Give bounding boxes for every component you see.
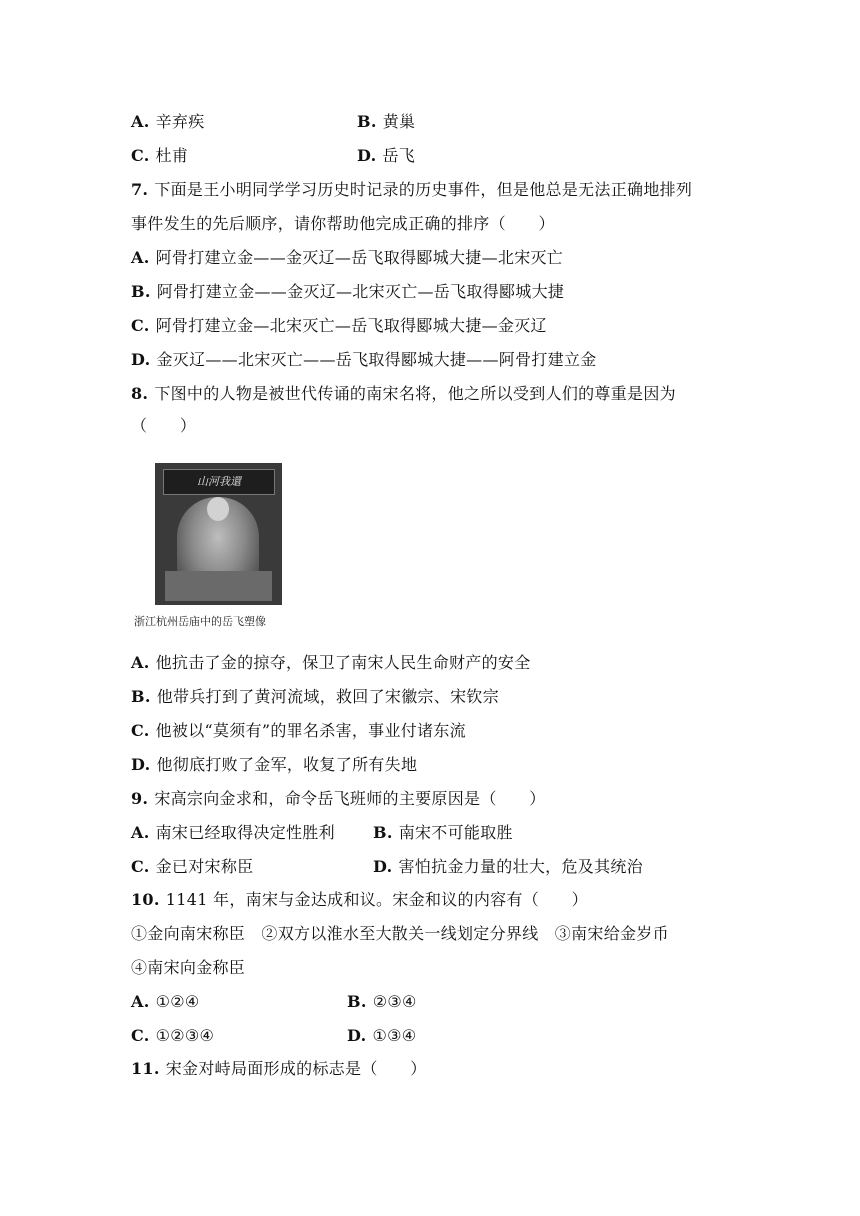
q9-option-c-text: 金已对宋称臣 xyxy=(155,857,254,876)
q9-option-c-label: C. xyxy=(131,857,150,876)
q7-option-b-label: B. xyxy=(131,282,151,301)
q10-option-c-text: ①②③④ xyxy=(155,1026,215,1045)
q10-option-b-text: ②③④ xyxy=(372,992,417,1011)
q7-option-d xyxy=(131,350,597,370)
q7-stem-line-2: 事件发生的先后顺序，请你帮助他完成正确的排序（ ） xyxy=(131,214,555,233)
q7-option-d-text: 金灭辽——北宋灭亡——岳飞取得郾城大捷——阿骨打建立金 xyxy=(156,350,597,369)
q8-option-b xyxy=(131,687,499,707)
q6-option-row-1 xyxy=(131,112,416,132)
q8-stem-line-1 xyxy=(131,384,676,404)
q8-option-d-label: D. xyxy=(131,755,151,774)
q6-option-c-text: 杜甫 xyxy=(155,146,189,165)
q7-number: 7. xyxy=(131,180,149,199)
q6-option-d-label: D. xyxy=(357,146,377,165)
q9-stem-text: 宋高宗向金求和，命令岳飞班师的主要原因是（ ） xyxy=(154,789,546,808)
q10-option-row-2 xyxy=(131,1026,417,1046)
q10-option-b-label: B. xyxy=(347,992,367,1011)
q10-option-d-text: ①③④ xyxy=(372,1026,417,1045)
q6-option-c-label: C. xyxy=(131,146,150,165)
q10-items-line-2: ④南宋向金称臣 xyxy=(131,958,246,977)
q7-option-d-label: D. xyxy=(131,350,151,369)
q11-stem xyxy=(131,1059,427,1079)
q8-number: 8. xyxy=(131,384,149,403)
q8-option-c-label: C. xyxy=(131,721,150,740)
q8-stem-line-2: （ ） xyxy=(131,416,197,435)
q9-option-a-text: 南宋已经取得决定性胜利 xyxy=(155,823,335,842)
yue-fei-statue-photo xyxy=(155,463,282,605)
q10-option-row-1 xyxy=(131,992,417,1012)
q11-stem-text: 宋金对峙局面形成的标志是（ ） xyxy=(165,1059,427,1078)
plaque-banner: 山河我還 xyxy=(163,469,275,495)
q7-option-a-text: 阿骨打建立金——金灭辽—岳飞取得郾城大捷—北宋灭亡 xyxy=(155,248,564,267)
q10-stem-text: 1141 年，南宋与金达成和议。宋金和议的内容有（ ） xyxy=(165,890,588,909)
q9-option-d-text: 害怕抗金力量的壮大，危及其统治 xyxy=(398,857,643,876)
q9-stem xyxy=(131,789,546,809)
q8-option-a-label: A. xyxy=(131,653,150,672)
q9-option-row-2 xyxy=(131,857,643,877)
q10-stem xyxy=(131,890,588,910)
q9-option-row-1 xyxy=(131,823,513,843)
q11-number: 11. xyxy=(131,1059,160,1078)
q9-option-d-label: D. xyxy=(373,857,393,876)
q9-option-b-label: B. xyxy=(373,823,393,842)
figure-caption: 浙江杭州岳庙中的岳飞塑像 xyxy=(134,615,266,628)
q9-option-a-label: A. xyxy=(131,823,150,842)
q9-option-d xyxy=(373,857,643,877)
q7-option-c-label: C. xyxy=(131,316,150,335)
q10-option-d-label: D. xyxy=(347,1026,367,1045)
q7-option-c xyxy=(131,316,547,336)
q9-option-b xyxy=(373,823,513,843)
q10-option-a-text: ①②④ xyxy=(155,992,200,1011)
q7-stem-line-1 xyxy=(131,180,692,200)
q6-option-b-label: B. xyxy=(357,112,377,131)
q8-stem-text-1: 下图中的人物是被世代传诵的南宋名将，他之所以受到人们的尊重是因为 xyxy=(154,384,676,403)
q7-option-c-text: 阿骨打建立金—北宋灭亡—岳飞取得郾城大捷—金灭辽 xyxy=(155,316,547,335)
q8-option-b-label: B. xyxy=(131,687,151,706)
q9-option-b-text: 南宋不可能取胜 xyxy=(398,823,513,842)
q10-option-a-label: A. xyxy=(131,992,150,1011)
q8-option-d-text: 他彻底打败了金军，收复了所有失地 xyxy=(156,755,418,774)
q8-option-c xyxy=(131,721,466,741)
q6-option-b xyxy=(357,112,415,132)
q10-option-d xyxy=(347,1026,416,1046)
statue-head xyxy=(207,497,229,521)
q10-number: 10. xyxy=(131,890,160,909)
q7-option-a-label: A. xyxy=(131,248,150,267)
q10-option-c-label: C. xyxy=(131,1026,150,1045)
q6-option-a-text: 辛弃疾 xyxy=(155,112,205,131)
q7-option-b-text: 阿骨打建立金——金灭辽—北宋灭亡—岳飞取得郾城大捷 xyxy=(156,282,565,301)
q8-option-a xyxy=(131,653,531,673)
q7-option-a xyxy=(131,248,563,268)
q8-option-a-text: 他抗击了金的掠夺，保卫了南宋人民生命财产的安全 xyxy=(155,653,531,672)
statue-base xyxy=(165,571,272,601)
q10-option-b xyxy=(347,992,417,1012)
q9-number: 9. xyxy=(131,789,149,808)
q8-option-c-text: 他被以“莫须有”的罪名杀害，事业付诸东流 xyxy=(155,721,466,740)
q6-option-d-text: 岳飞 xyxy=(382,146,416,165)
q6-option-row-2 xyxy=(131,146,416,166)
q10-items-line-1: ①金向南宋称臣 ②双方以淮水至大散关一线划定分界线 ③南宋给金岁币 xyxy=(131,924,669,943)
q8-option-d xyxy=(131,755,417,775)
q6-option-b-text: 黄巢 xyxy=(382,112,416,131)
q7-option-b xyxy=(131,282,564,302)
q6-option-a-label: A. xyxy=(131,112,150,131)
q8-option-b-text: 他带兵打到了黄河流域，救回了宋徽宗、宋钦宗 xyxy=(156,687,500,706)
q6-option-d xyxy=(357,146,415,166)
q7-stem-text-1: 下面是王小明同学学习历史时记录的历史事件，但是他总是无法正确地排列 xyxy=(154,180,693,199)
